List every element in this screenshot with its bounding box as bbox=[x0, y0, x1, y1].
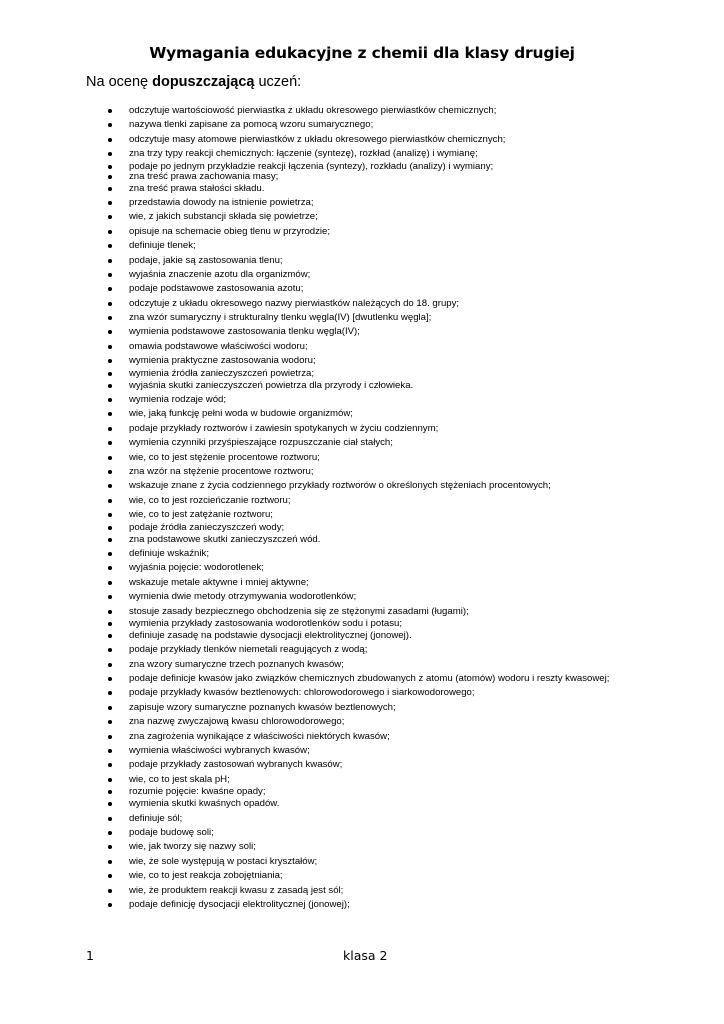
list-item: omawia podstawowe właściwości wodoru; bbox=[0, 340, 724, 354]
list-item: przedstawia dowody na istnienie powietrza; bbox=[0, 196, 724, 210]
list-item: definiuje tlenek; bbox=[0, 239, 724, 253]
list-item: definiuje wskaźnik; bbox=[0, 547, 724, 561]
list-item: odczytuje wartościowość pierwiastka z układu okresowego pierwiastków chemicznych; bbox=[0, 104, 724, 118]
list-item: zna trzy typy reakcji chemicznych: łączenie (syntezę), rozkład (analizę) i wymianę; bbox=[0, 147, 724, 161]
list-item: definiuje sól; bbox=[0, 812, 724, 826]
list-item: wymienia czynniki przyśpieszające rozpuszczanie ciał stałych; bbox=[0, 436, 724, 450]
list-item: wymienia przykłady zastosowania wodorotlenków sodu i potasu; bbox=[0, 619, 724, 629]
grade-heading bbox=[86, 74, 301, 90]
requirements-list bbox=[0, 104, 724, 912]
grade-heading-suffix: uczeń: bbox=[254, 74, 302, 90]
list-item: stosuje zasady bezpiecznego obchodzenia się ze stężonymi zasadami (ługami); bbox=[0, 605, 724, 619]
page-number: 1 bbox=[86, 948, 94, 963]
footer-label: klasa 2 bbox=[343, 948, 388, 963]
list-item: podaje przykłady roztworów i zawiesin spotykanych w życiu codziennym; bbox=[0, 422, 724, 436]
list-item: wymienia rodzaje wód; bbox=[0, 393, 724, 407]
list-item: odczytuje masy atomowe pierwiastków z układu okresowego pierwiastków chemicznych; bbox=[0, 133, 724, 147]
list-item: nazywa tlenki zapisane za pomocą wzoru sumarycznego; bbox=[0, 118, 724, 132]
list-item: wyjaśnia skutki zanieczyszczeń powietrza dla przyrody i człowieka. bbox=[0, 379, 724, 393]
list-item: wskazuje znane z życia codziennego przykłady roztworów o określonych stężeniach procentowych; bbox=[0, 479, 724, 493]
list-item: zna wzory sumaryczne trzech poznanych kwasów; bbox=[0, 658, 724, 672]
list-item: wie, co to jest stężenie procentowe roztworu; bbox=[0, 451, 724, 465]
list-item: wyjaśnia znaczenie azotu dla organizmów; bbox=[0, 268, 724, 282]
list-item: podaje, jakie są zastosowania tlenu; bbox=[0, 254, 724, 268]
list-item: zna treść prawa stałości składu. bbox=[0, 182, 724, 196]
list-item: wie, jaką funkcję pełni woda w budowie organizmów; bbox=[0, 407, 724, 421]
list-item: wymienia praktyczne zastosowania wodoru; bbox=[0, 354, 724, 368]
list-item: podaje podstawowe zastosowania azotu; bbox=[0, 282, 724, 296]
list-item: wskazuje metale aktywne i mniej aktywne; bbox=[0, 576, 724, 590]
list-item: definiuje zasadę na podstawie dysocjacji elektrolitycznej (jonowej). bbox=[0, 629, 724, 643]
list-item: podaje budowę soli; bbox=[0, 826, 724, 840]
list-item: zna wzór sumaryczny i strukturalny tlenku węgla(IV) [dwutlenku węgla]; bbox=[0, 311, 724, 325]
list-item: wie, co to jest zatężanie roztworu; bbox=[0, 508, 724, 522]
list-item: wie, że produktem reakcji kwasu z zasadą jest sól; bbox=[0, 884, 724, 898]
list-item: wie, z jakich substancji składa się powietrze; bbox=[0, 210, 724, 224]
list-item: podaje definicję dysocjacji elektrolitycznej (jonowej); bbox=[0, 898, 724, 912]
list-item: podaje po jednym przykładzie reakcji łączenia (syntezy), rozkładu (analizy) i wymiany; bbox=[0, 162, 724, 172]
list-item: odczytuje z układu okresowego nazwy pierwiastków należących do 18. grupy; bbox=[0, 297, 724, 311]
list-item: wymienia źródła zanieczyszczeń powietrza; bbox=[0, 369, 724, 379]
list-item: wymienia skutki kwaśnych opadów. bbox=[0, 797, 724, 811]
grade-heading-prefix: Na ocenę bbox=[86, 74, 153, 90]
list-item: zna podstawowe skutki zanieczyszczeń wód. bbox=[0, 533, 724, 547]
list-item: wymienia właściwości wybranych kwasów; bbox=[0, 744, 724, 758]
list-item: wie, co to jest reakcja zobojętniania; bbox=[0, 869, 724, 883]
list-item: wie, co to jest skala pH; bbox=[0, 773, 724, 787]
list-item: zapisuje wzory sumaryczne poznanych kwasów beztlenowych; bbox=[0, 701, 724, 715]
list-item: zna nazwę zwyczajową kwasu chlorowodorowego; bbox=[0, 715, 724, 729]
list-item: zna wzór na stężenie procentowe roztworu; bbox=[0, 465, 724, 479]
list-item: zna treść prawa zachowania masy; bbox=[0, 172, 724, 182]
list-item: rozumie pojęcie: kwaśne opady; bbox=[0, 787, 724, 797]
list-item: zna zagrożenia wynikające z właściwości niektórych kwasów; bbox=[0, 730, 724, 744]
list-item: podaje definicje kwasów jako związków chemicznych zbudowanych z atomu (atomów) wodoru i reszty kwasowej; bbox=[0, 672, 724, 686]
document-title: Wymagania edukacyjne z chemii dla klasy drugiej bbox=[149, 44, 575, 62]
list-item: podaje przykłady zastosowań wybranych kwasów; bbox=[0, 758, 724, 772]
list-item: wie, co to jest rozcieńczanie roztworu; bbox=[0, 494, 724, 508]
grade-name: dopuszczającą bbox=[152, 74, 255, 90]
list-item: podaje przykłady tlenków niemetali reagujących z wodą; bbox=[0, 643, 724, 657]
list-item: wymienia dwie metody otrzymywania wodorotlenków; bbox=[0, 590, 724, 604]
list-item: wie, jak tworzy się nazwy soli; bbox=[0, 840, 724, 854]
list-item: wie, że sole występują w postaci kryształów; bbox=[0, 855, 724, 869]
list-item: wymienia podstawowe zastosowania tlenku węgla(IV); bbox=[0, 325, 724, 339]
list-item: podaje przykłady kwasów beztlenowych: chlorowodorowego i siarkowodorowego; bbox=[0, 686, 724, 700]
list-item: opisuje na schemacie obieg tlenu w przyrodzie; bbox=[0, 225, 724, 239]
list-item: wyjaśnia pojęcie: wodorotlenek; bbox=[0, 561, 724, 575]
list-item: podaje źródła zanieczyszczeń wody; bbox=[0, 523, 724, 533]
